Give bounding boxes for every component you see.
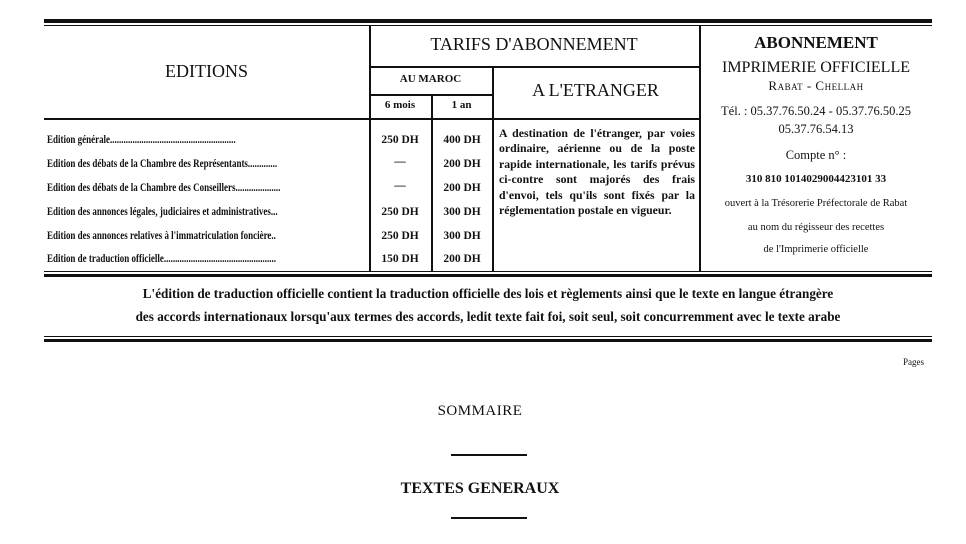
price-6mois: 250 DH: [381, 206, 419, 218]
price-1an: 200 DH: [443, 253, 481, 265]
top-rule-thin: [44, 25, 932, 26]
compte-number: 310 810 1014029004423101 33: [745, 173, 887, 185]
price-1an: 300 DH: [443, 230, 481, 242]
edition-label: Edition des débats de la Chambre des Représentants.............: [47, 158, 278, 170]
edition-label: Edition des débats de la Chambre des Conseillers....................: [47, 182, 281, 194]
price-1an: 300 DH: [443, 206, 481, 218]
edition-row-traduction: [47, 251, 369, 273]
au-maroc-rule: [369, 94, 492, 96]
imprimerie-name: IMPRIMERIE OFFICIELLE: [722, 59, 910, 76]
telephone-line-1: Tél. : 05.37.76.50.24 - 05.37.76.50.25: [721, 104, 911, 118]
imprimerie-location: Rabat - Chellah: [768, 78, 864, 93]
price-6mois: —: [394, 156, 406, 168]
translation-note-line-1: L'édition de traduction officielle contient la traduction officielle des lois et règlements ainsi que le texte en langue étrangère: [142, 286, 834, 301]
edition-row-generale: [47, 132, 369, 154]
sommaire-heading: SOMMAIRE: [437, 403, 523, 419]
pages-label: Pages: [903, 357, 924, 367]
edition-row-representants: [47, 156, 369, 178]
etranger-header: A L'ETRANGER: [532, 80, 659, 100]
ouvert-line-2: au nom du régisseur des recettes: [747, 222, 885, 233]
edition-label: Edition des annonces relatives à l'immatriculation foncière..: [47, 230, 276, 242]
price-1an: 200 DH: [443, 158, 481, 170]
header-bottom-rule: [44, 118, 699, 120]
section-rule-thick: [44, 339, 932, 342]
au-maroc-label: AU MAROC: [399, 73, 462, 85]
price-1an: 400 DH: [443, 134, 481, 146]
editions-header: EDITIONS: [165, 61, 248, 81]
price-6mois: 150 DH: [381, 253, 419, 265]
section-rule-thin: [44, 336, 932, 337]
un-an-label: 1 an: [451, 99, 472, 111]
foreign-tariff-note: A destination de l'étranger, par voies ordinaire, aérienne ou de la poste rapide internationale, les tarifs prévus ci-contre sont majorés des frais d'envoi, tels qu'ils sont fixés par la réglementation postale en vigueur.: [499, 126, 695, 218]
price-6mois: —: [394, 180, 406, 192]
price-1an: 200 DH: [443, 182, 481, 194]
textes-generaux-separator: [451, 517, 527, 519]
sommaire-separator: [451, 454, 527, 456]
edition-label: Edition de traduction officielle..................................................: [47, 253, 276, 265]
ouvert-line-3: de l'Imprimerie officielle: [763, 244, 869, 255]
textes-generaux-heading: TEXTES GENERAUX: [400, 480, 560, 497]
edition-row-immatriculation: [47, 228, 369, 250]
tarifs-title-rule: [369, 66, 699, 68]
compte-label: Compte n° :: [785, 148, 847, 162]
ouvert-line-1: ouvert à la Trésorerie Préfectorale de Rabat: [724, 198, 908, 209]
six-mois-label: 6 mois: [384, 99, 416, 111]
telephone-line-2: 05.37.76.54.13: [778, 122, 854, 136]
edition-label: Edition des annonces légales, judiciaires et administratives...: [47, 206, 278, 218]
abonnement-title: ABONNEMENT: [754, 33, 878, 52]
table-bottom-rule-thick: [44, 274, 932, 277]
price-6mois: 250 DH: [381, 134, 419, 146]
edition-label: Edition générale........................................................: [47, 134, 236, 146]
edition-row-annonces-legales: [47, 204, 369, 226]
tarifs-title: TARIFS D'ABONNEMENT: [430, 34, 638, 54]
top-rule-thick: [44, 19, 932, 23]
translation-note-line-2: des accords internationaux lorsqu'aux termes des accords, ledit texte fait foi, soit seul, soit concurremment avec le texte arabe: [135, 309, 841, 324]
price-6mois: 250 DH: [381, 230, 419, 242]
edition-row-conseillers: [47, 180, 369, 202]
